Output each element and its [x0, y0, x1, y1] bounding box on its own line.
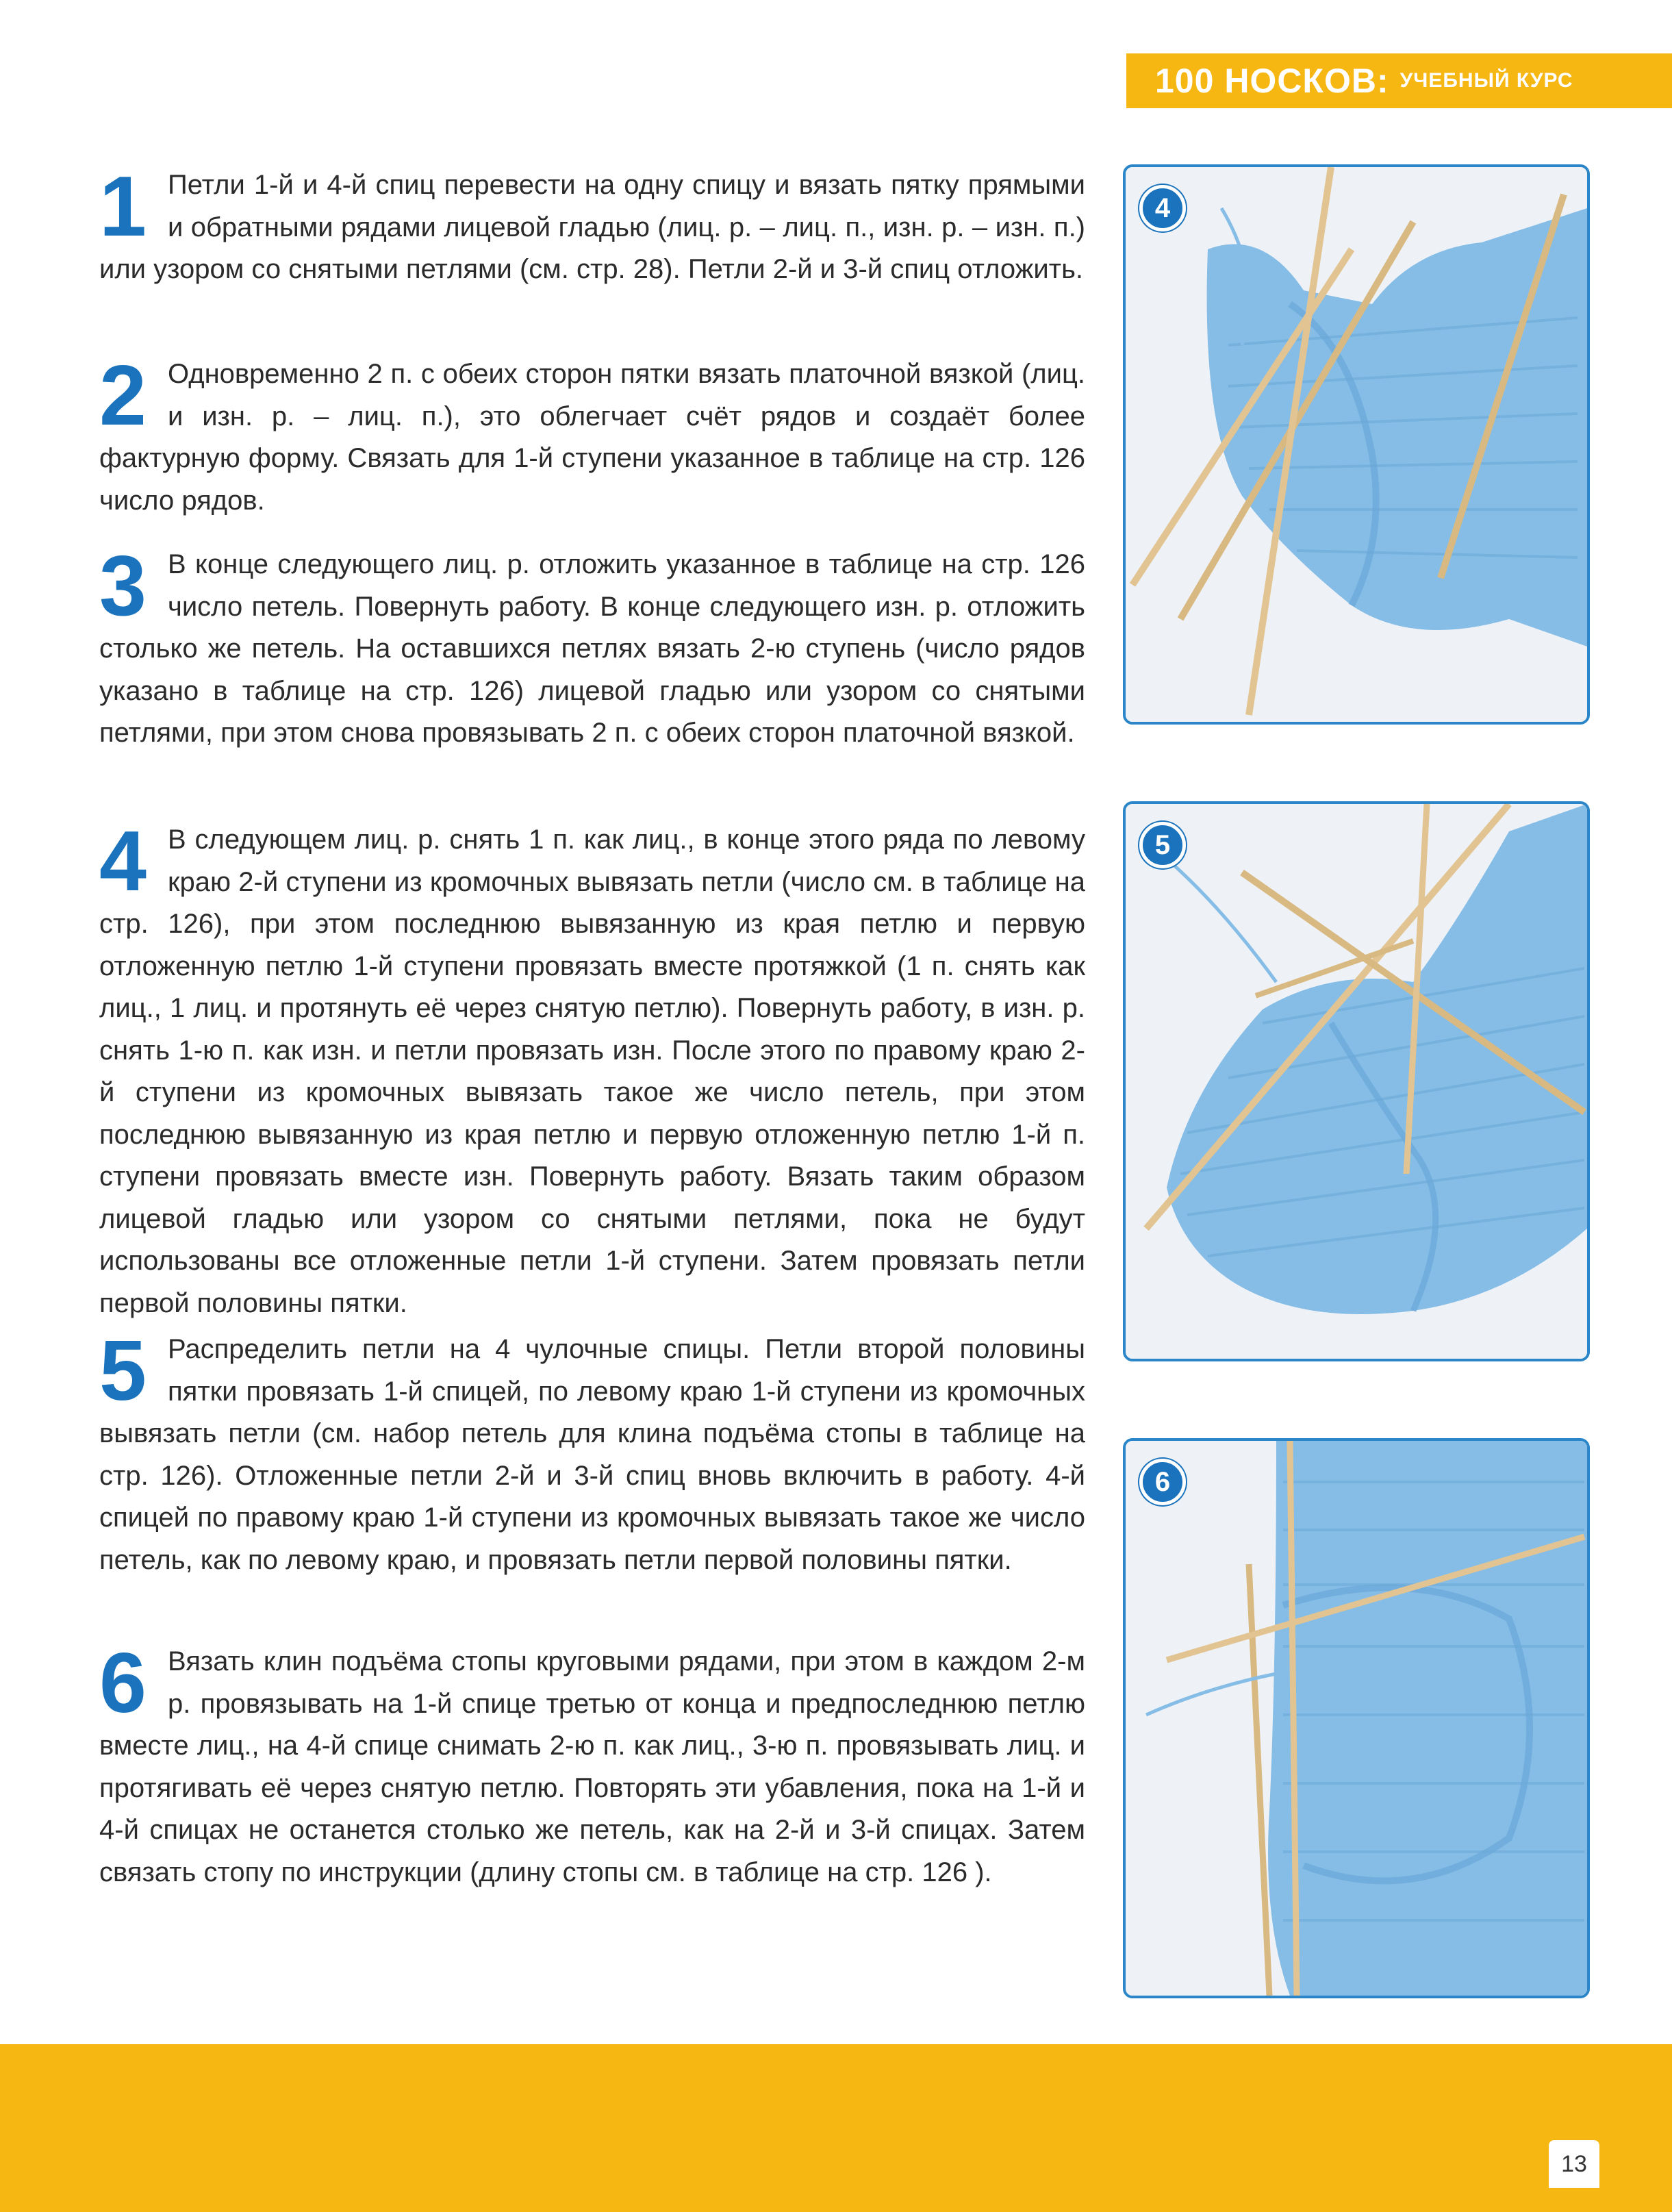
- step-text: Петли 1-й и 4-й спиц перевести на одну спицу и вязать пятку прямыми и обратными рядами лицевой гладью (лиц. р. – лиц. п., изн. р. – изн. п.) или узором со снятыми петлями (см. стр. 28). Петли 2-й и 3-й спиц отложить.: [99, 170, 1085, 284]
- page-number: 13: [1549, 2140, 1599, 2188]
- step-text: Вязать клин подъёма стопы круговыми рядами, при этом в каждом 2-м р. провязывать на 1-й спице третью от конца и предпоследнюю петлю вместе лиц., на 4-й спице снимать 2-ю п. как лиц., 3-ю п. провязывать лиц. и протягивать её через снятую петлю. Повторять эти убавления, пока на 1-й и 4-й спицах не останется столько же петель, как на 2-й и 3-й спицах. Затем связать стопу по инструкции (длину стопы см. в таблице на стр. 126 ).: [99, 1646, 1085, 1887]
- step-text: Распределить петли на 4 чулочные спицы. Петли второй половины пятки провязать 1-й спицей, по левому краю 1-й ступени из кромочных вывязать петли (см. набор петель для клина подъёма стопы в таблице на стр. 126). Отложенные петли 2-й и 3-й спиц вновь включить в работу. 4-й спицей по правому краю 1-й ступени из кромочных вывязать такое же число петель, как по левому краю, и провязать петли первой половины пятки.: [99, 1334, 1085, 1575]
- step-1: [99, 160, 1085, 291]
- header-title: 100 НОСКОВ:: [1155, 62, 1389, 100]
- header-subtitle: УЧЕБНЫЙ КУРС: [1399, 69, 1573, 92]
- step-4: [99, 814, 1085, 1324]
- step-number: 6: [99, 1636, 147, 1731]
- photo-step-5: [1123, 801, 1590, 1361]
- photo-badge: 6: [1139, 1459, 1186, 1505]
- step-number: 1: [99, 160, 147, 254]
- step-text: В следующем лиц. р. снять 1 п. как лиц., в конце этого ряда по левому краю 2-й ступени из кромочных вывязать петли (число см. в таблице на стр. 126), при этом последнюю вывязанную из края петлю и первую отложенную петлю 1-й ступени провязать вместе протяжкой (1 п. снять как лиц., 1 лиц. и протянуть её через снятую петлю). Повернуть работу, в изн. р. снять 1-ю п. как изн. и петли провязать изн. После этого по правому краю 2-й ступени из кромочных вывязать такое же число петель, при этом последнюю вывязанную из края петлю и первую отложенную петлю 1-й п. ступени провязать вместе изн. Повернуть работу. Вязать таким образом лицевой гладью или узором со снятыми петлями, пока не будут использованы все отложенные петли 1-й ступени. Затем провязать петли первой половины пятки.: [99, 825, 1085, 1318]
- knitting-photo-illustration: [1126, 804, 1587, 1359]
- step-3: [99, 539, 1085, 755]
- knitting-photo-illustration: [1126, 1441, 1587, 1996]
- photo-badge: 4: [1139, 185, 1186, 231]
- photo-badge: 5: [1139, 822, 1186, 868]
- step-2: [99, 349, 1085, 522]
- step-number: 2: [99, 349, 147, 443]
- photo-step-6: [1123, 1438, 1590, 1998]
- step-5: [99, 1324, 1085, 1581]
- step-number: 5: [99, 1324, 147, 1418]
- footer-band: [0, 2044, 1672, 2212]
- step-number: 3: [99, 539, 147, 633]
- step-text: В конце следующего лиц. р. отложить указанное в таблице на стр. 126 число петель. Повернуть работу. В конце следующего изн. р. отложить столько же петель. На оставшихся петлях вязать 2-ю ступень (число рядов указано в таблице на стр. 126) лицевой гладью или узором со снятыми петлями, при этом снова провязывать 2 п. с обеих сторон платочной вязкой.: [99, 549, 1085, 748]
- knitting-photo-illustration: [1126, 167, 1587, 722]
- step-text: Одновременно 2 п. с обеих сторон пятки вязать платочной вязкой (лиц. и изн. р. – лиц. п.), это облегчает счёт рядов и создаёт более фактурную форму. Связать для 1-й ступени указанное в таблице на стр. 126 число рядов.: [99, 359, 1085, 516]
- step-6: [99, 1636, 1085, 1894]
- photo-step-4: [1123, 164, 1590, 725]
- running-header: [1126, 53, 1672, 108]
- step-number: 4: [99, 814, 147, 909]
